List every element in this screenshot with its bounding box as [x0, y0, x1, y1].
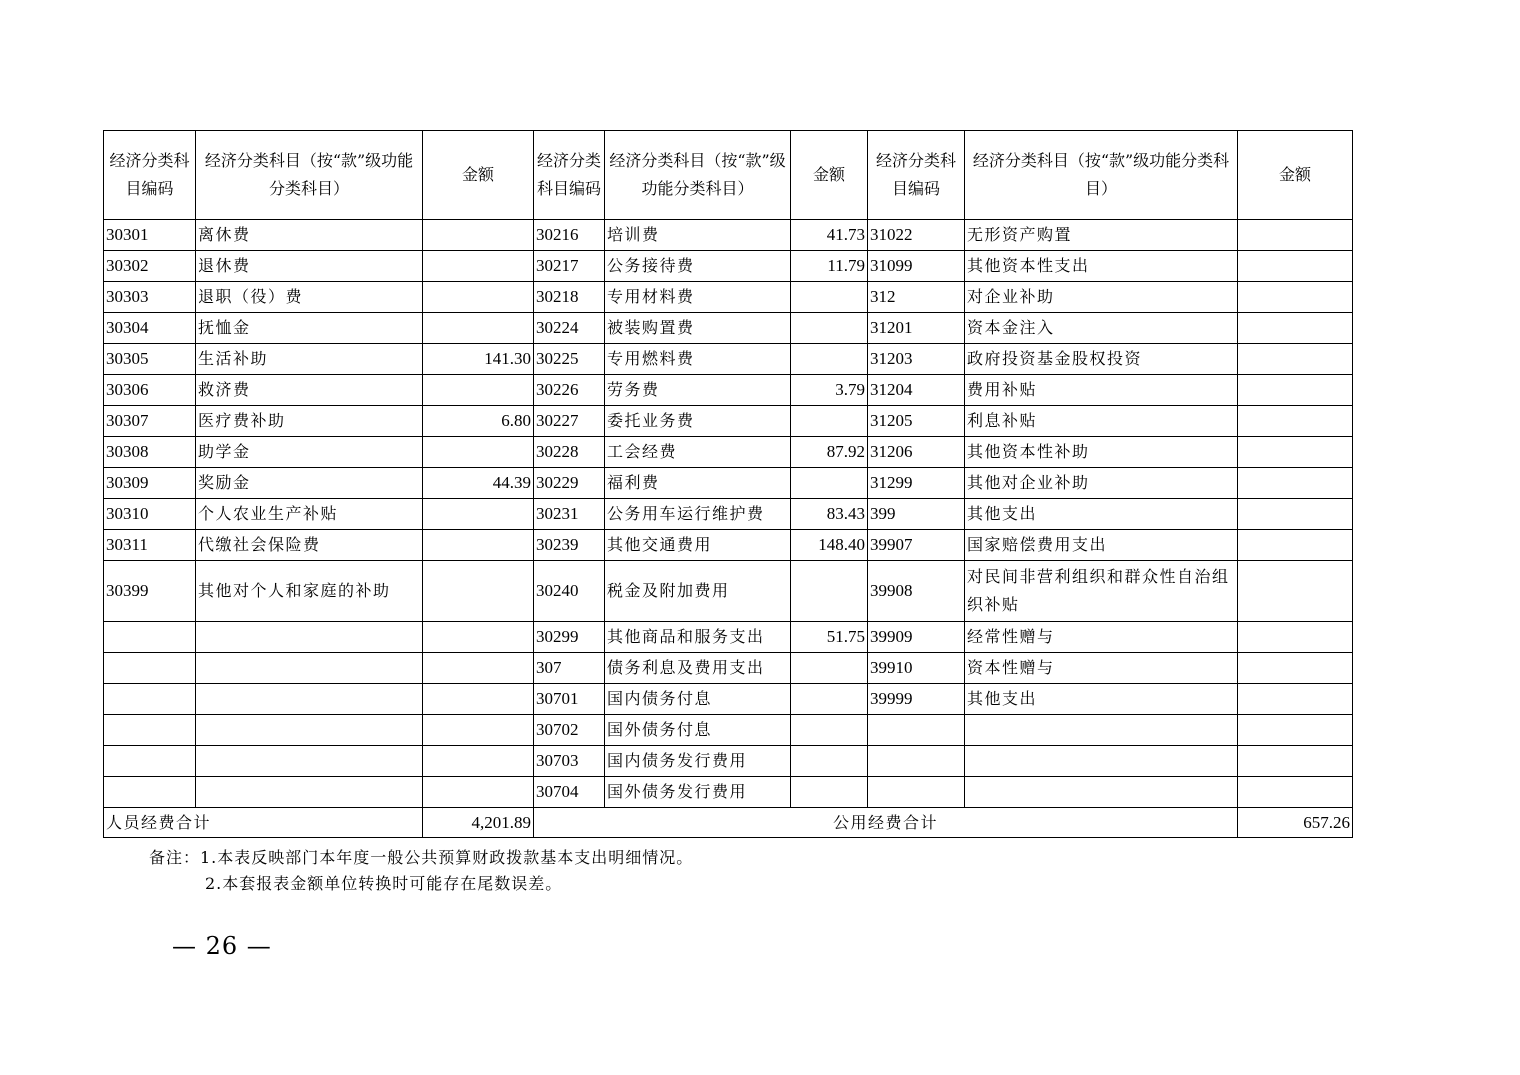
public-total-label: 公用经费合计 — [534, 808, 1238, 838]
name-cell: 资本性赠与 — [965, 653, 1238, 684]
code-cell: 30226 — [534, 375, 605, 406]
code-cell — [104, 777, 196, 808]
amount-cell — [791, 282, 868, 313]
code-cell: 30306 — [104, 375, 196, 406]
code-cell — [104, 746, 196, 777]
code-cell: 31205 — [868, 406, 965, 437]
totals-row — [104, 808, 1353, 838]
table-row — [104, 468, 1353, 499]
code-cell: 30704 — [534, 777, 605, 808]
amount-cell: 6.80 — [423, 406, 534, 437]
name-cell: 工会经费 — [605, 437, 791, 468]
name-cell — [196, 715, 423, 746]
code-cell: 31201 — [868, 313, 965, 344]
amount-cell — [791, 684, 868, 715]
code-cell — [104, 715, 196, 746]
table-row — [104, 251, 1353, 282]
table-row — [104, 344, 1353, 375]
amount-cell — [1238, 251, 1353, 282]
name-cell: 助学金 — [196, 437, 423, 468]
name-cell: 劳务费 — [605, 375, 791, 406]
name-cell: 委托业务费 — [605, 406, 791, 437]
code-cell — [868, 715, 965, 746]
amount-cell — [1238, 715, 1353, 746]
amount-cell — [423, 437, 534, 468]
code-cell: 30299 — [534, 622, 605, 653]
header-code-2: 经济分类科目编码 — [534, 131, 605, 220]
name-cell: 福利费 — [605, 468, 791, 499]
header-amount-1: 金额 — [423, 131, 534, 220]
name-cell: 其他商品和服务支出 — [605, 622, 791, 653]
code-cell: 31203 — [868, 344, 965, 375]
name-cell — [196, 777, 423, 808]
amount-cell — [423, 220, 534, 251]
code-cell: 30301 — [104, 220, 196, 251]
amount-cell — [423, 375, 534, 406]
table-row — [104, 715, 1353, 746]
amount-cell — [423, 684, 534, 715]
amount-cell — [791, 746, 868, 777]
amount-cell: 41.73 — [791, 220, 868, 251]
table-row — [104, 499, 1353, 530]
name-cell: 奖励金 — [196, 468, 423, 499]
table-row — [104, 313, 1353, 344]
amount-cell — [791, 777, 868, 808]
name-cell: 其他交通费用 — [605, 530, 791, 561]
amount-cell — [791, 653, 868, 684]
amount-cell — [791, 561, 868, 622]
code-cell: 30703 — [534, 746, 605, 777]
code-cell: 30225 — [534, 344, 605, 375]
amount-cell — [1238, 499, 1353, 530]
name-cell: 国内债务发行费用 — [605, 746, 791, 777]
name-cell: 退职（役）费 — [196, 282, 423, 313]
amount-cell — [1238, 468, 1353, 499]
page-number: — 26 — — [172, 932, 272, 960]
amount-cell: 87.92 — [791, 437, 868, 468]
code-cell: 30702 — [534, 715, 605, 746]
amount-cell — [1238, 653, 1353, 684]
amount-cell: 148.40 — [791, 530, 868, 561]
name-cell: 其他资本性补助 — [965, 437, 1238, 468]
table-row — [104, 530, 1353, 561]
amount-cell — [423, 561, 534, 622]
code-cell: 30309 — [104, 468, 196, 499]
name-cell — [196, 622, 423, 653]
name-cell — [965, 715, 1238, 746]
header-name-3: 经济分类科目（按“款”级功能分类科目） — [965, 131, 1238, 220]
amount-cell — [791, 313, 868, 344]
name-cell: 其他资本性支出 — [965, 251, 1238, 282]
table-row — [104, 437, 1353, 468]
code-cell: 39999 — [868, 684, 965, 715]
name-cell: 离休费 — [196, 220, 423, 251]
name-cell: 公务接待费 — [605, 251, 791, 282]
personnel-total-label: 人员经费合计 — [104, 808, 423, 838]
amount-cell — [423, 530, 534, 561]
amount-cell: 83.43 — [791, 499, 868, 530]
code-cell — [868, 746, 965, 777]
code-cell: 307 — [534, 653, 605, 684]
table-header-row — [104, 131, 1353, 220]
name-cell: 救济费 — [196, 375, 423, 406]
budget-detail-table — [103, 130, 1353, 838]
amount-cell — [1238, 282, 1353, 313]
amount-cell — [791, 715, 868, 746]
amount-cell — [423, 622, 534, 653]
amount-cell — [423, 282, 534, 313]
note-line-1: 备注：1.本表反映部门本年度一般公共预算财政拨款基本支出明细情况。 — [149, 848, 694, 867]
amount-cell — [1238, 375, 1353, 406]
amount-cell — [1238, 777, 1353, 808]
code-cell: 30307 — [104, 406, 196, 437]
name-cell: 其他对个人和家庭的补助 — [196, 561, 423, 622]
amount-cell — [791, 468, 868, 499]
header-code-1: 经济分类科目编码 — [104, 131, 196, 220]
name-cell: 代缴社会保险费 — [196, 530, 423, 561]
code-cell: 39908 — [868, 561, 965, 622]
code-cell: 31206 — [868, 437, 965, 468]
table-row — [104, 622, 1353, 653]
table-row — [104, 684, 1353, 715]
amount-cell — [1238, 406, 1353, 437]
name-cell: 国内债务付息 — [605, 684, 791, 715]
name-cell: 退休费 — [196, 251, 423, 282]
amount-cell — [1238, 561, 1353, 622]
name-cell: 抚恤金 — [196, 313, 423, 344]
name-cell: 个人农业生产补贴 — [196, 499, 423, 530]
code-cell: 30239 — [534, 530, 605, 561]
amount-cell — [423, 746, 534, 777]
amount-cell: 51.75 — [791, 622, 868, 653]
public-total-amount: 657.26 — [1238, 808, 1353, 838]
table-row — [104, 746, 1353, 777]
name-cell: 对民间非营利组织和群众性自治组织补贴 — [965, 561, 1238, 622]
table-row — [104, 777, 1353, 808]
header-amount-2: 金额 — [791, 131, 868, 220]
name-cell: 债务利息及费用支出 — [605, 653, 791, 684]
code-cell: 30305 — [104, 344, 196, 375]
amount-cell — [423, 653, 534, 684]
table-row — [104, 375, 1353, 406]
amount-cell — [423, 251, 534, 282]
amount-cell — [423, 499, 534, 530]
amount-cell — [1238, 622, 1353, 653]
amount-cell — [1238, 220, 1353, 251]
code-cell: 30304 — [104, 313, 196, 344]
name-cell: 专用材料费 — [605, 282, 791, 313]
name-cell: 资本金注入 — [965, 313, 1238, 344]
amount-cell — [423, 777, 534, 808]
name-cell: 国家赔偿费用支出 — [965, 530, 1238, 561]
amount-cell: 3.79 — [791, 375, 868, 406]
amount-cell: 141.30 — [423, 344, 534, 375]
code-cell: 39907 — [868, 530, 965, 561]
amount-cell — [791, 344, 868, 375]
name-cell: 政府投资基金股权投资 — [965, 344, 1238, 375]
name-cell: 国外债务发行费用 — [605, 777, 791, 808]
personnel-total-amount: 4,201.89 — [423, 808, 534, 838]
name-cell: 对企业补助 — [965, 282, 1238, 313]
amount-cell — [1238, 684, 1353, 715]
code-cell: 31204 — [868, 375, 965, 406]
code-cell: 31299 — [868, 468, 965, 499]
name-cell: 经常性赠与 — [965, 622, 1238, 653]
code-cell: 30311 — [104, 530, 196, 561]
code-cell: 30240 — [534, 561, 605, 622]
amount-cell — [1238, 437, 1353, 468]
name-cell: 费用补贴 — [965, 375, 1238, 406]
note-line-2: 2.本套报表金额单位转换时可能存在尾数误差。 — [205, 874, 563, 893]
code-cell: 30231 — [534, 499, 605, 530]
table-row — [104, 220, 1353, 251]
header-amount-3: 金额 — [1238, 131, 1353, 220]
name-cell: 培训费 — [605, 220, 791, 251]
code-cell — [104, 653, 196, 684]
header-name-1: 经济分类科目（按“款”级功能分类科目） — [196, 131, 423, 220]
code-cell: 39909 — [868, 622, 965, 653]
name-cell: 其他支出 — [965, 499, 1238, 530]
table-row — [104, 561, 1353, 622]
code-cell: 30218 — [534, 282, 605, 313]
name-cell — [965, 777, 1238, 808]
code-cell: 30308 — [104, 437, 196, 468]
name-cell: 医疗费补助 — [196, 406, 423, 437]
code-cell: 312 — [868, 282, 965, 313]
name-cell: 专用燃料费 — [605, 344, 791, 375]
name-cell: 其他支出 — [965, 684, 1238, 715]
amount-cell — [1238, 344, 1353, 375]
code-cell — [868, 777, 965, 808]
amount-cell — [1238, 746, 1353, 777]
name-cell: 其他对企业补助 — [965, 468, 1238, 499]
name-cell: 国外债务付息 — [605, 715, 791, 746]
code-cell — [104, 622, 196, 653]
header-name-2: 经济分类科目（按“款”级功能分类科目） — [605, 131, 791, 220]
name-cell — [196, 653, 423, 684]
code-cell: 30227 — [534, 406, 605, 437]
table-row — [104, 282, 1353, 313]
code-cell: 30303 — [104, 282, 196, 313]
amount-cell — [1238, 313, 1353, 344]
name-cell: 公务用车运行维护费 — [605, 499, 791, 530]
code-cell: 30399 — [104, 561, 196, 622]
header-code-3: 经济分类科目编码 — [868, 131, 965, 220]
code-cell: 30216 — [534, 220, 605, 251]
amount-cell — [1238, 530, 1353, 561]
code-cell: 30228 — [534, 437, 605, 468]
code-cell: 30701 — [534, 684, 605, 715]
name-cell: 被装购置费 — [605, 313, 791, 344]
code-cell: 31022 — [868, 220, 965, 251]
name-cell: 税金及附加费用 — [605, 561, 791, 622]
code-cell: 399 — [868, 499, 965, 530]
amount-cell: 11.79 — [791, 251, 868, 282]
code-cell: 30310 — [104, 499, 196, 530]
name-cell: 利息补贴 — [965, 406, 1238, 437]
name-cell — [965, 746, 1238, 777]
amount-cell — [423, 313, 534, 344]
code-cell: 30302 — [104, 251, 196, 282]
name-cell: 无形资产购置 — [965, 220, 1238, 251]
name-cell — [196, 684, 423, 715]
code-cell: 30217 — [534, 251, 605, 282]
code-cell — [104, 684, 196, 715]
amount-cell — [423, 715, 534, 746]
code-cell: 30224 — [534, 313, 605, 344]
code-cell: 30229 — [534, 468, 605, 499]
name-cell — [196, 746, 423, 777]
table-row — [104, 406, 1353, 437]
table-row — [104, 653, 1353, 684]
name-cell: 生活补助 — [196, 344, 423, 375]
amount-cell — [791, 406, 868, 437]
code-cell: 39910 — [868, 653, 965, 684]
amount-cell: 44.39 — [423, 468, 534, 499]
code-cell: 31099 — [868, 251, 965, 282]
